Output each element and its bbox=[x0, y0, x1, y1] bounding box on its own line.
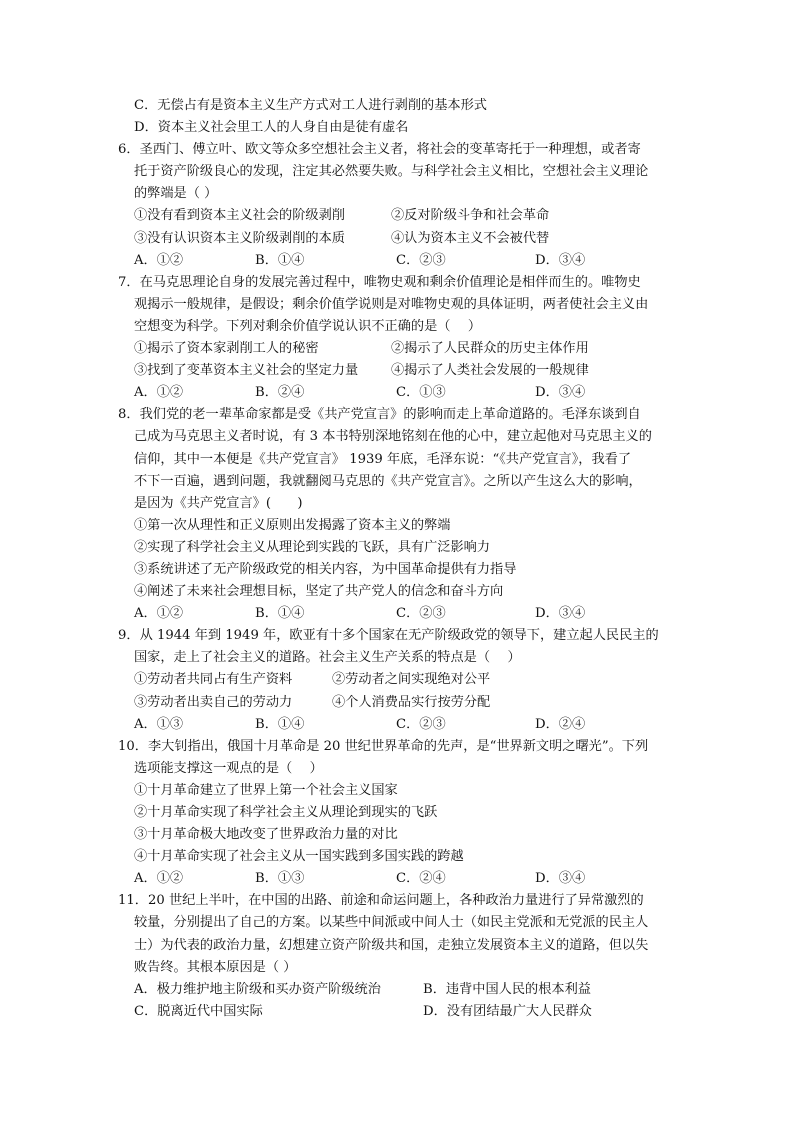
q8-stem-line: 是因为《共产党宣言》( ) bbox=[134, 495, 303, 511]
q8-choices bbox=[0, 603, 794, 625]
q9-choice-a: A．①③ bbox=[134, 716, 184, 732]
q7-statement-2: ②揭示了人民群众的历史主体作用 bbox=[391, 341, 589, 357]
q10-choice-c: C．②④ bbox=[396, 871, 446, 887]
q10-choices bbox=[0, 868, 794, 890]
q8-statement-1: ①第一次从理性和正义原则出发揭露了资本主义的弊端 bbox=[134, 517, 451, 533]
q7-statements-row bbox=[0, 338, 794, 360]
q10-choice-b: B．①③ bbox=[255, 871, 305, 887]
q9-stem-line: 国家，走上了社会主义的道路。社会主义生产关系的特点是（ ） bbox=[134, 650, 521, 666]
q9-stem-line: 9．从 1944 年到 1949 年，欧亚有十多个国家在无产阶级政党的领导下，建立起人民民主的 bbox=[118, 628, 659, 644]
q6-stem-line: 6．圣西门、傅立叶、欧文等众多空想社会主义者，将社会的变革寄托于一种理想，或者寄 bbox=[118, 142, 641, 158]
question-list bbox=[0, 95, 794, 1023]
q9-statements-row bbox=[0, 692, 794, 714]
q10-statement-2: ②十月革命实现了科学社会主义从理论到现实的飞跃 bbox=[134, 805, 438, 820]
q8-statement-2: ②实现了科学社会主义从理论到实践的飞跃，具有广泛影响力 bbox=[134, 539, 491, 555]
q7-stem-line: 空想变为科学。下列对剩余价值学说认识不正确的是（ ） bbox=[134, 318, 482, 334]
q9-statement-4: ④个人消费品实行按劳分配 bbox=[332, 694, 491, 710]
q8-choice-c: C．②③ bbox=[396, 606, 446, 622]
q6-stem-line: 托于资产阶级良心的发现，注定其必然要失败。与科学社会主义相比，空想社会主义理论 bbox=[134, 164, 649, 180]
q7-statement-4: ④揭示了人类社会发展的一般规律 bbox=[391, 363, 589, 379]
q11-choice-c: C．脱离近代中国实际 bbox=[134, 1003, 263, 1019]
q11-choices-row bbox=[0, 979, 794, 1001]
q10-statement-4: ④十月革命实现了社会主义从一国实践到多国实践的跨越 bbox=[134, 849, 464, 865]
q8-stem-line: 8．我们党的老一辈革命家都是受《共产党宣言》的影响而走上革命道路的。毛泽东谈到自 bbox=[118, 407, 641, 423]
q11-choice-d: D．没有团结最广大人民群众 bbox=[423, 1003, 592, 1019]
q10-statement-3: ③十月革命极大地改变了世界政治力量的对比 bbox=[134, 827, 398, 843]
q9-statement-3: ③劳动者出卖自己的劳动力 bbox=[134, 694, 293, 710]
q10-statement-1: ①十月革命建立了世界上第一个社会主义国家 bbox=[134, 782, 398, 798]
q7-stem-line: 观揭示一般规律，是假设；剩余价值学说则是对唯物史观的具体证明，两者使社会主义由 bbox=[134, 296, 649, 312]
q9-statements-row bbox=[0, 669, 794, 691]
q6-statements-row bbox=[0, 228, 794, 250]
q7-choice-a: A．①② bbox=[134, 385, 184, 401]
q6-choice-b: B．①④ bbox=[255, 252, 305, 268]
q11-stem-line: 较量，分别提出了自己的方案。以某些中间派或中间人士（如民主党派和无党派的民主人 bbox=[134, 915, 649, 931]
q10-choice-d: D．③④ bbox=[535, 871, 586, 887]
q6-choice-c: C．②③ bbox=[396, 252, 446, 268]
q6-statements-row bbox=[0, 205, 794, 227]
q11-stem-line: 士）为代表的政治力量，幻想建立资产阶级共和国，走独立发展资本主义的道路，但以失 bbox=[134, 937, 649, 953]
q9-statement-1: ①劳动者共同占有生产资料 bbox=[134, 672, 293, 688]
q8-choice-d: D．③④ bbox=[535, 606, 586, 622]
q11-choice-a: A．极力维护地主阶级和买办资产阶级统治 bbox=[134, 981, 381, 997]
q6-statement-2: ②反对阶级斗争和社会革命 bbox=[391, 208, 550, 224]
q8-statement-3: ③系统讲述了无产阶级政党的相关内容，为中国革命提供有力指导 bbox=[134, 561, 517, 577]
q8-choice-b: B．①④ bbox=[255, 606, 305, 622]
q7-statement-3: ③找到了变革资本主义社会的坚定力量 bbox=[134, 363, 359, 379]
q6-statement-1: ①没有看到资本主义社会的阶级剥削 bbox=[134, 208, 345, 224]
q6-choice-a: A．①② bbox=[134, 252, 184, 268]
q8-stem-line: 信仰，其中一本便是《共产党宣言》 1939 年底，毛泽东说：“《共产党宣言》，我看了 bbox=[134, 451, 632, 467]
q9-choice-d: D．②④ bbox=[535, 716, 586, 732]
q6-statement-4: ④认为资本主义不会被代替 bbox=[391, 230, 550, 246]
q7-stem-line: 7．在马克思理论自身的发展完善过程中，唯物史观和剩余价值理论是相伴而生的。唯物史 bbox=[118, 274, 641, 290]
q7-choices bbox=[0, 382, 794, 404]
q8-choice-a: A．①② bbox=[134, 606, 184, 622]
q5-option-d: D．资本主义社会里工人的人身自由是徒有虚名 bbox=[134, 120, 409, 136]
q6-choices bbox=[0, 250, 794, 272]
q11-choice-b: B．违背中国人民的根本利益 bbox=[423, 981, 591, 997]
q9-statement-2: ②劳动者之间实现绝对公平 bbox=[332, 672, 491, 688]
q7-statement-1: ①揭示了资本家剥削工人的秘密 bbox=[134, 341, 319, 357]
q10-choice-a: A．①② bbox=[134, 871, 184, 887]
q6-choice-d: D．③④ bbox=[535, 252, 586, 268]
q9-choice-b: B．①④ bbox=[255, 716, 305, 732]
q7-choice-b: B．②④ bbox=[255, 385, 305, 401]
q11-choices-row bbox=[0, 1001, 794, 1023]
q7-choice-c: C．①③ bbox=[396, 385, 446, 401]
q9-choices bbox=[0, 714, 794, 736]
q10-stem-line: 选项能支撑这一观点的是（ ） bbox=[134, 760, 323, 776]
q6-statement-3: ③没有认识资本主义阶级剥削的本质 bbox=[134, 230, 345, 246]
q11-stem-line: 11．20 世纪上半叶，在中国的出路、前途和命运问题上，各种政治力量进行了异常激烈的 bbox=[118, 893, 644, 909]
q8-stem-line: 己成为马克思主义者时说，有 3 本书特别深地铭刻在他的心中，建立起他对马克思主义的 bbox=[134, 429, 652, 445]
q8-stem-line: 不下一百遍，遇到问题，我就翻阅马克思的《共产党宣言》。之所以产生这么大的影响， bbox=[134, 473, 642, 489]
q8-statement-4: ④阐述了未来社会理想目标，坚定了共产党人的信念和奋斗方向 bbox=[134, 584, 504, 600]
q5-option-c: C．无偿占有是资本主义生产方式对工人进行剥削的基本形式 bbox=[134, 98, 487, 113]
q11-stem-line: 败告终。其根本原因是（ ） bbox=[134, 959, 297, 975]
q7-choice-d: D．③④ bbox=[535, 385, 586, 401]
q10-stem-line: 10．李大钊指出，俄国十月革命是 20 世纪世界革命的先声，是“世界新文明之曙光”。下列 bbox=[118, 738, 649, 754]
q6-stem-line: 的弊端是（ ） bbox=[134, 186, 218, 202]
q7-statements-row bbox=[0, 360, 794, 382]
q9-choice-c: C．②③ bbox=[396, 716, 446, 732]
